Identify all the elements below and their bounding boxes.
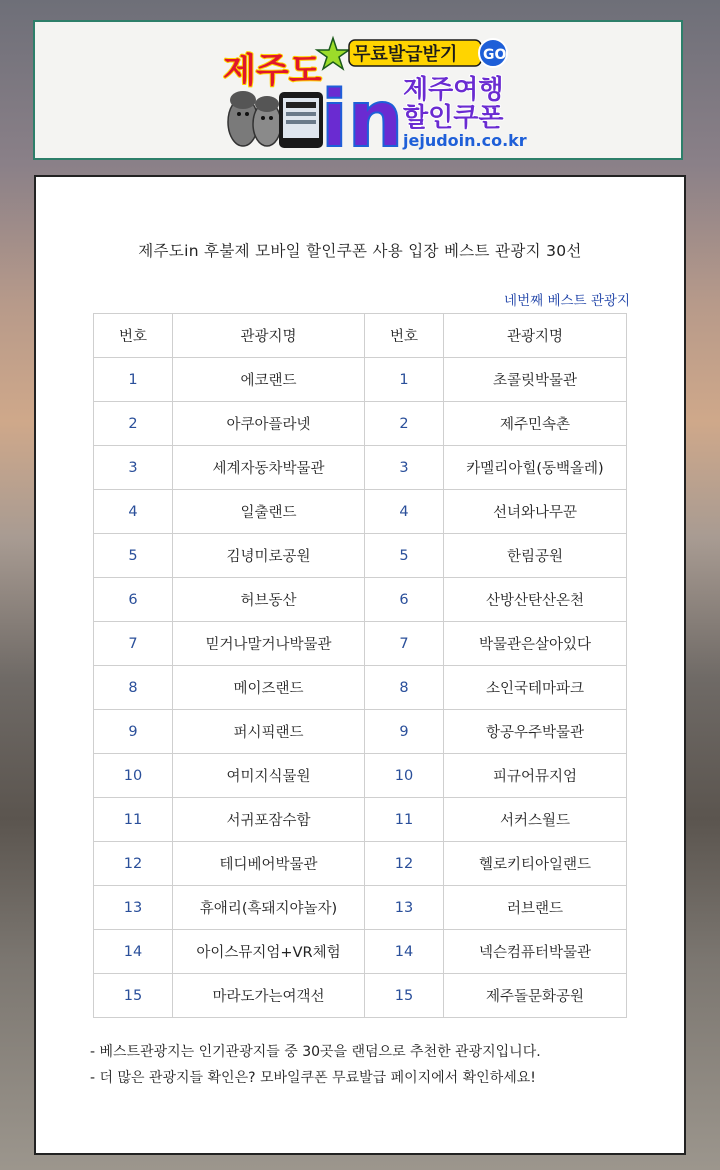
- page-title: 제주도in 후불제 모바일 할인쿠폰 사용 입장 베스트 관광지 30선: [138, 242, 582, 260]
- attraction-name: 김녕미로공원: [173, 534, 365, 578]
- table-row: [94, 578, 627, 622]
- dolhareubang-icon: [228, 91, 281, 146]
- table-row: [94, 710, 627, 754]
- table-row: [94, 842, 627, 886]
- row-number: 15: [365, 974, 444, 1018]
- attraction-name: 아이스뮤지엄+VR체험: [173, 930, 365, 974]
- row-number: 11: [365, 798, 444, 842]
- table-row: [94, 886, 627, 930]
- table-row: [94, 798, 627, 842]
- row-number: 9: [365, 710, 444, 754]
- brand-left: 제주도: [223, 51, 322, 91]
- row-number: 4: [365, 490, 444, 534]
- header-number-2: 번호: [365, 314, 444, 358]
- row-number: 8: [365, 666, 444, 710]
- table-header-row: [94, 314, 627, 358]
- badge-free: 무료발급받기: [353, 44, 458, 65]
- table-row: [94, 490, 627, 534]
- row-number: 5: [94, 534, 173, 578]
- brand-in: in: [321, 75, 404, 165]
- attraction-name: 메이즈랜드: [173, 666, 365, 710]
- jejudoin-logo[interactable]: [221, 34, 527, 165]
- attraction-name: 믿거나말거나박물관: [173, 622, 365, 666]
- attraction-name: 산방산탄산온천: [444, 578, 627, 622]
- row-number: 14: [94, 930, 173, 974]
- badge-go: GO: [483, 47, 507, 63]
- attraction-name: 한림공원: [444, 534, 627, 578]
- attraction-name: 항공우주박물관: [444, 710, 627, 754]
- star-icon: [317, 38, 349, 69]
- section-subtitle: 네번째 베스트 관광지: [504, 293, 630, 309]
- attraction-name: 일출랜드: [173, 490, 365, 534]
- header-name-1: 관광지명: [173, 314, 365, 358]
- phone-icon: [279, 92, 323, 148]
- attraction-name: 박물관은살아있다: [444, 622, 627, 666]
- row-number: 6: [94, 578, 173, 622]
- header-number-1: 번호: [94, 314, 173, 358]
- attraction-name: 넥슨컴퓨터박물관: [444, 930, 627, 974]
- attraction-name: 마라도가는여객선: [173, 974, 365, 1018]
- attraction-name: 퍼시픽랜드: [173, 710, 365, 754]
- header-banner[interactable]: [33, 20, 683, 165]
- header-name-2: 관광지명: [444, 314, 627, 358]
- note-line: - 더 많은 관광지들 확인은? 모바일쿠폰 무료발급 페이지에서 확인하세요!: [90, 1070, 536, 1086]
- row-number: 1: [94, 358, 173, 402]
- table-row: [94, 974, 627, 1018]
- row-number: 5: [365, 534, 444, 578]
- row-number: 7: [94, 622, 173, 666]
- row-number: 7: [365, 622, 444, 666]
- attraction-name: 서귀포잠수함: [173, 798, 365, 842]
- row-number: 15: [94, 974, 173, 1018]
- attraction-name: 헬로키티아일랜드: [444, 842, 627, 886]
- domain-text: jejudoin.co.kr: [403, 131, 527, 150]
- attraction-name: 소인국테마파크: [444, 666, 627, 710]
- row-number: 4: [94, 490, 173, 534]
- row-number: 11: [94, 798, 173, 842]
- table-row: [94, 930, 627, 974]
- attraction-name: 에코랜드: [173, 358, 365, 402]
- attraction-name: 선녀와나무꾼: [444, 490, 627, 534]
- row-number: 10: [365, 754, 444, 798]
- row-number: 3: [94, 446, 173, 490]
- attraction-name: 초콜릿박물관: [444, 358, 627, 402]
- table-row: [94, 358, 627, 402]
- line-trip: 제주여행: [403, 75, 504, 105]
- row-number: 2: [94, 402, 173, 446]
- attraction-name: 아쿠아플라넷: [173, 402, 365, 446]
- attraction-name: 허브동산: [173, 578, 365, 622]
- table-row: [94, 534, 627, 578]
- attraction-name: 카멜리아힐(동백올레): [444, 446, 627, 490]
- row-number: 8: [94, 666, 173, 710]
- attraction-name: 서커스월드: [444, 798, 627, 842]
- note-line: - 베스트관광지는 인기관광지들 중 30곳을 랜덤으로 추천한 관광지입니다.: [90, 1044, 541, 1060]
- table-row: [94, 666, 627, 710]
- table-row: [94, 622, 627, 666]
- row-number: 3: [365, 446, 444, 490]
- table-row: [94, 754, 627, 798]
- row-number: 2: [365, 402, 444, 446]
- attraction-name: 제주돌문화공원: [444, 974, 627, 1018]
- row-number: 9: [94, 710, 173, 754]
- content-card: [34, 175, 686, 1155]
- attraction-name: 테디베어박물관: [173, 842, 365, 886]
- attraction-name: 여미지식물원: [173, 754, 365, 798]
- row-number: 13: [365, 886, 444, 930]
- row-number: 1: [365, 358, 444, 402]
- line-coupon: 할인쿠폰: [403, 103, 504, 133]
- table-row: [94, 402, 627, 446]
- row-number: 10: [94, 754, 173, 798]
- row-number: 13: [94, 886, 173, 930]
- table-row: [94, 446, 627, 490]
- row-number: 6: [365, 578, 444, 622]
- attraction-name: 러브랜드: [444, 886, 627, 930]
- row-number: 14: [365, 930, 444, 974]
- attraction-name: 세계자동차박물관: [173, 446, 365, 490]
- attraction-name: 피규어뮤지엄: [444, 754, 627, 798]
- attraction-name: 휴애리(흑돼지야놀자): [173, 886, 365, 930]
- attractions-table: [93, 313, 627, 1018]
- notes: [90, 1039, 541, 1091]
- row-number: 12: [94, 842, 173, 886]
- row-number: 12: [365, 842, 444, 886]
- attraction-name: 제주민속촌: [444, 402, 627, 446]
